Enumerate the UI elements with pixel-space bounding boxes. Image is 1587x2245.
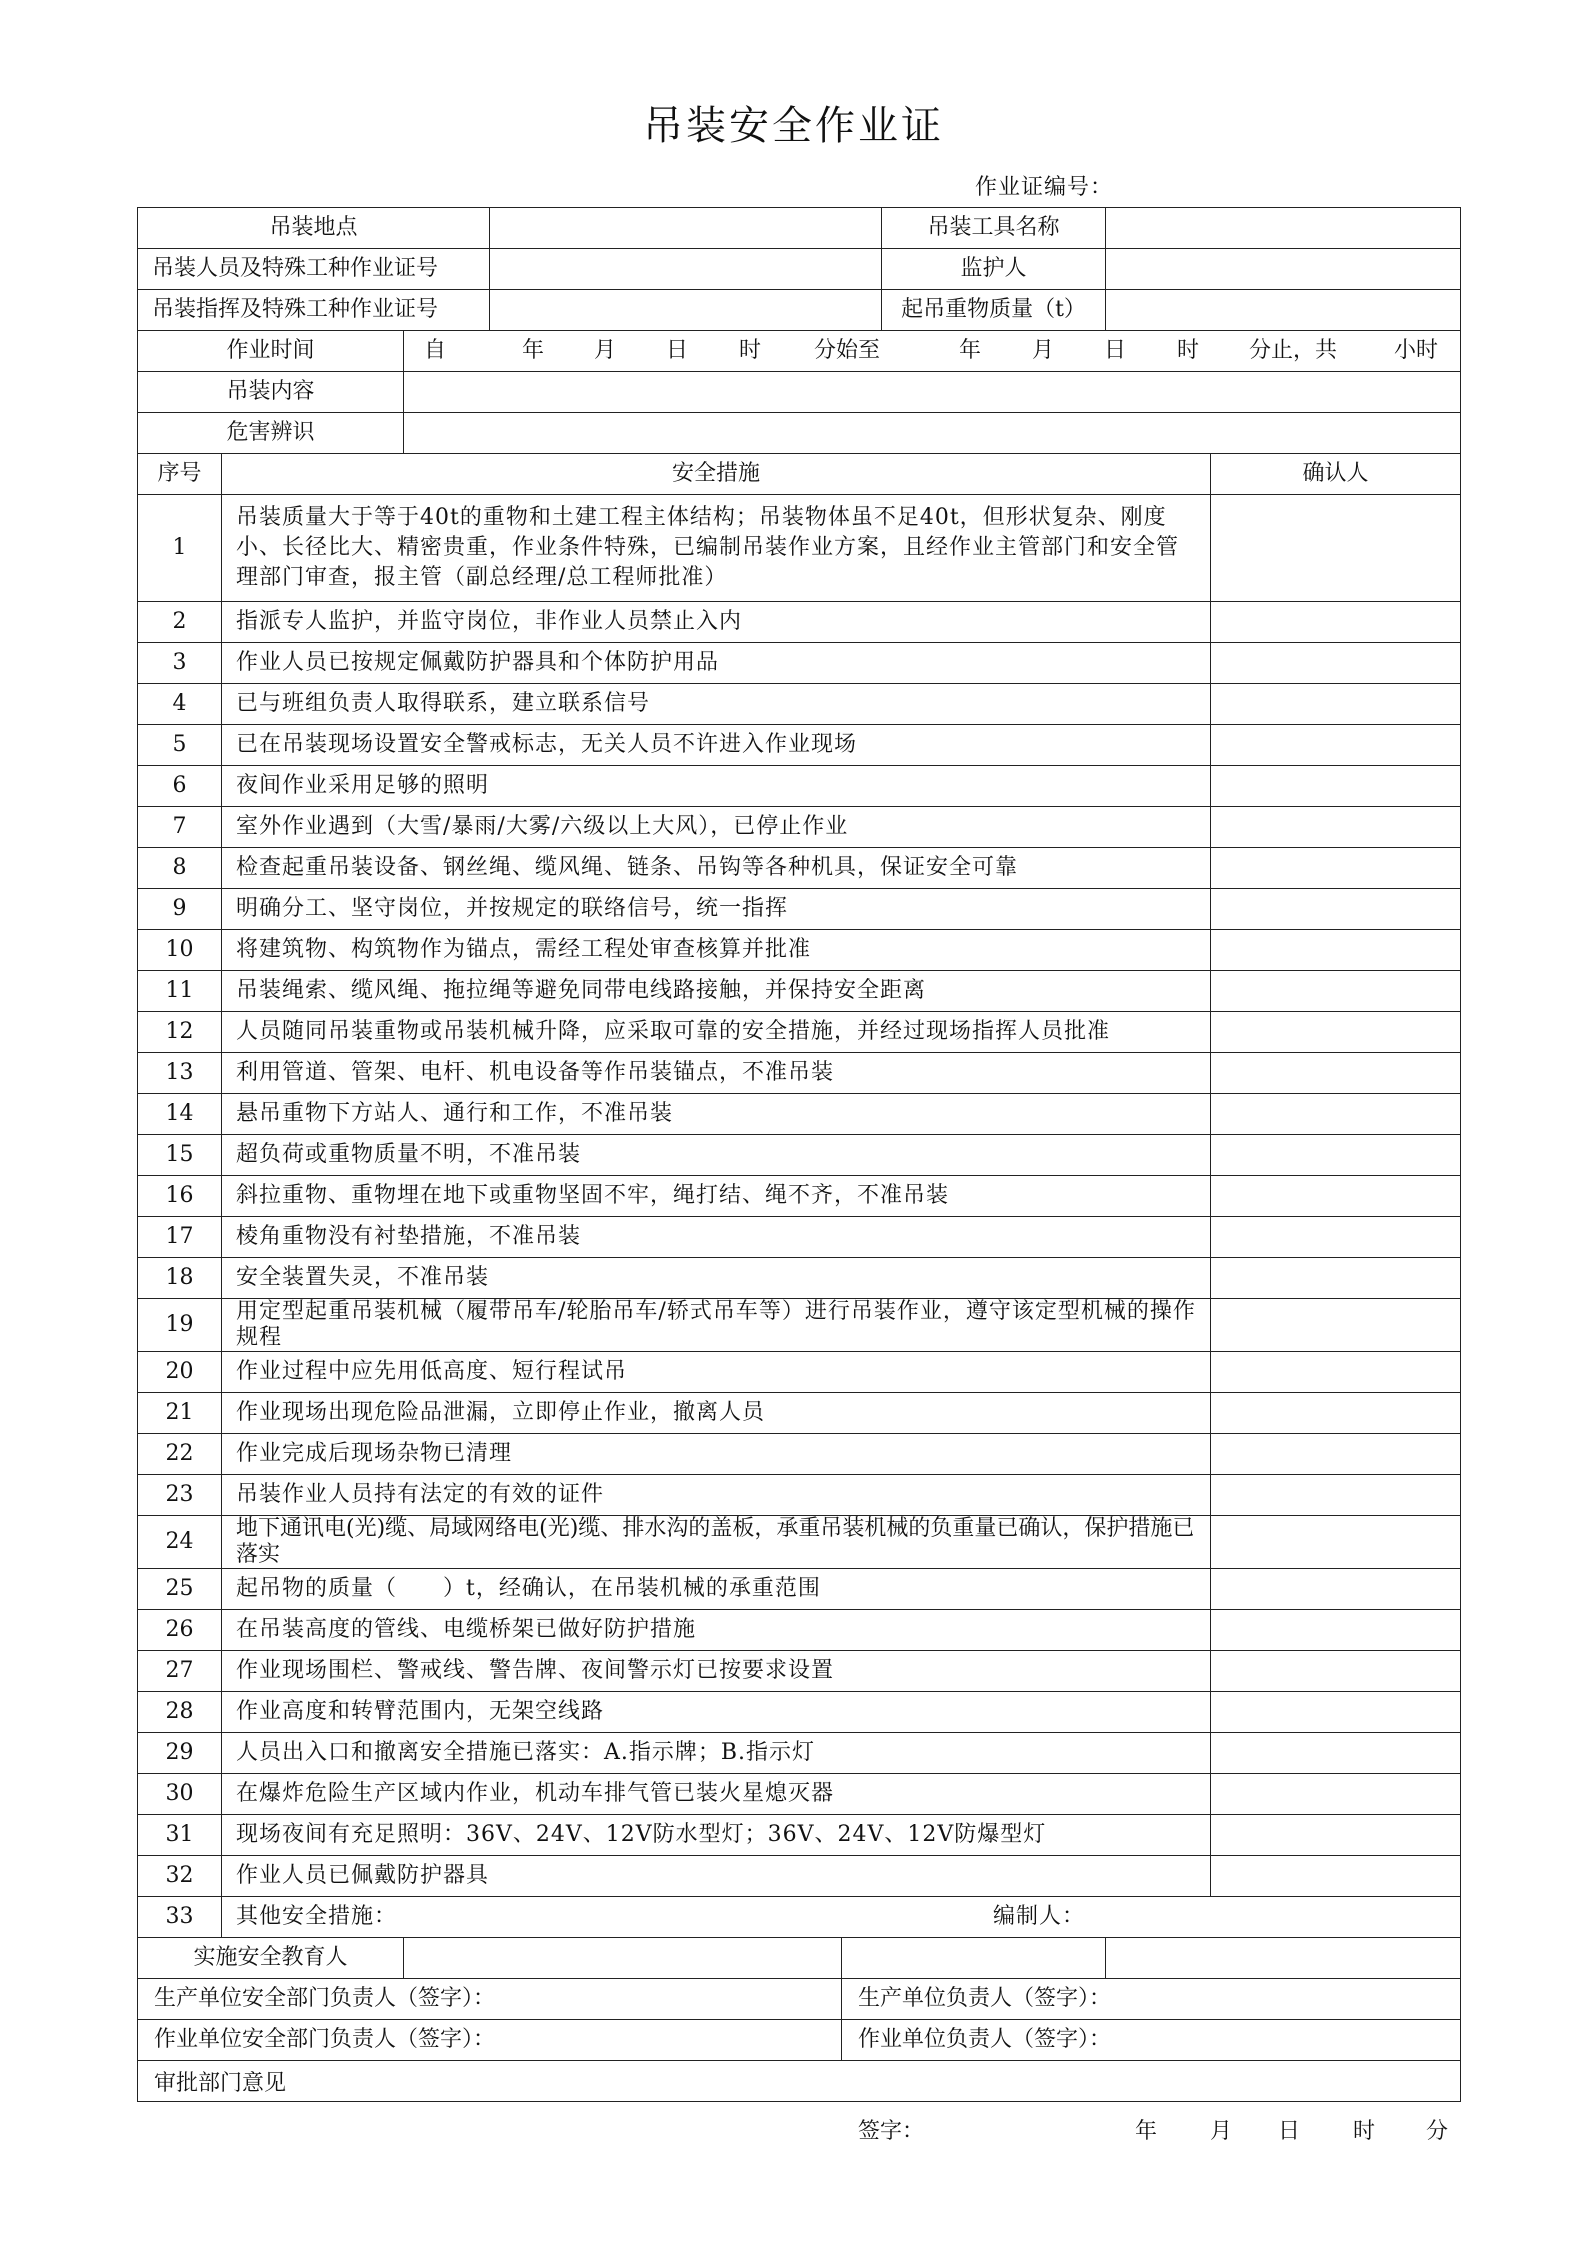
measure-row: [138, 1094, 1461, 1135]
measure-no: 11: [138, 971, 222, 1012]
measure-text: 作业完成后现场杂物已清理: [222, 1434, 1211, 1475]
measure-text: 作业高度和转臂范围内，无架空线路: [222, 1692, 1211, 1733]
measure-text: 吊装质量大于等于40t的重物和土建工程主体结构；吊装物体虽不足40t，但形状复杂、刚度小、长径比大、精密贵重，作业条件特殊，已编制吊装作业方案，且经作业主管部门和安全管理部门审查，报主管（副总经理/总工程师批准）: [222, 495, 1211, 602]
measure-no: 1: [138, 495, 222, 602]
confirm-field[interactable]: [1211, 725, 1461, 766]
education-field-2[interactable]: [842, 1938, 1106, 1979]
editor-label: 编制人：: [993, 1904, 1086, 1929]
personnel-label: 吊装人员及特殊工种作业证号: [138, 249, 490, 290]
measure-text: 作业人员已按规定佩戴防护器具和个体防护用品: [222, 643, 1211, 684]
hazard-label: 危害辨识: [138, 413, 404, 454]
measure-no: 17: [138, 1217, 222, 1258]
time-day-2: 日: [1104, 338, 1127, 363]
other-measures-row: [138, 1897, 1461, 1938]
measure-no: 30: [138, 1774, 222, 1815]
measure-row: [138, 889, 1461, 930]
confirm-field[interactable]: [1211, 1815, 1461, 1856]
measure-no: 16: [138, 1176, 222, 1217]
confirm-field[interactable]: [1211, 1733, 1461, 1774]
supervisor-label: 监护人: [882, 249, 1106, 290]
measure-row: [138, 848, 1461, 889]
confirm-field[interactable]: [1211, 889, 1461, 930]
measure-no: 27: [138, 1651, 222, 1692]
time-hour-1: 时: [739, 338, 762, 363]
measure-no: 21: [138, 1393, 222, 1434]
supervisor-field[interactable]: [1106, 249, 1461, 290]
other-measures-label: 其他安全措施：: [236, 1904, 398, 1929]
measure-text: 地下通讯电(光)缆、局域网络电(光)缆、排水沟的盖板，承重吊装机械的负重量已确认，保护措施已落实: [222, 1516, 1211, 1569]
prod-unit-signature[interactable]: 生产单位负责人（签字）：: [842, 1979, 1461, 2020]
measure-text: 人员随同吊装重物或吊装机械升降，应采取可靠的安全措施，并经过现场指挥人员批准: [222, 1012, 1211, 1053]
measure-no: 10: [138, 930, 222, 971]
measure-no: 5: [138, 725, 222, 766]
measure-no: 31: [138, 1815, 222, 1856]
confirm-field[interactable]: [1211, 684, 1461, 725]
measure-no: 22: [138, 1434, 222, 1475]
measure-no: 7: [138, 807, 222, 848]
measure-text: 吊装作业人员持有法定的有效的证件: [222, 1475, 1211, 1516]
measure-text: 已在吊装现场设置安全警戒标志，无关人员不许进入作业现场: [222, 725, 1211, 766]
time-end: 分止，共: [1249, 338, 1338, 363]
measure-row: [138, 1651, 1461, 1692]
measure-row: [138, 766, 1461, 807]
confirm-field[interactable]: [1211, 1299, 1461, 1352]
measure-no: 25: [138, 1569, 222, 1610]
measure-row: [138, 1692, 1461, 1733]
measure-row: [138, 643, 1461, 684]
measure-no: 28: [138, 1692, 222, 1733]
approval-hour: 时: [1353, 2119, 1376, 2144]
measure-row: [138, 1176, 1461, 1217]
measure-text: 指派专人监护，并监守岗位，非作业人员禁止入内: [222, 602, 1211, 643]
col-measure-header: 安全措施: [222, 454, 1211, 495]
confirm-field[interactable]: [1211, 643, 1461, 684]
work-time-field[interactable]: [404, 331, 1461, 372]
measure-no: 6: [138, 766, 222, 807]
confirm-field[interactable]: [1211, 1856, 1461, 1897]
confirm-field[interactable]: [1211, 1352, 1461, 1393]
confirm-field[interactable]: [1211, 1258, 1461, 1299]
measure-text: 现场夜间有充足照明：36V、24V、12V防水型灯；36V、24V、12V防爆型灯: [222, 1815, 1211, 1856]
confirm-field[interactable]: [1211, 971, 1461, 1012]
measure-no: 18: [138, 1258, 222, 1299]
permit-form: [137, 207, 1461, 2144]
personnel-field[interactable]: [490, 249, 882, 290]
confirm-field[interactable]: [1211, 1774, 1461, 1815]
confirm-field[interactable]: [1211, 495, 1461, 602]
measure-no: 19: [138, 1299, 222, 1352]
confirm-field[interactable]: [1211, 1692, 1461, 1733]
measure-row: [138, 1258, 1461, 1299]
tool-name-label: 吊装工具名称: [882, 208, 1106, 249]
confirm-field[interactable]: [1211, 1516, 1461, 1569]
measure-row: [138, 725, 1461, 766]
measure-row: [138, 971, 1461, 1012]
measure-row: [138, 807, 1461, 848]
measure-no: 4: [138, 684, 222, 725]
time-start: 分始至: [814, 338, 881, 363]
confirm-field[interactable]: [1211, 848, 1461, 889]
measure-row: [138, 1299, 1461, 1352]
measure-row: [138, 684, 1461, 725]
measure-text: 在爆炸危险生产区域内作业，机动车排气管已装火星熄灭器: [222, 1774, 1211, 1815]
confirm-field[interactable]: [1211, 1434, 1461, 1475]
time-year-2: 年: [959, 338, 982, 363]
measure-no: 32: [138, 1856, 222, 1897]
confirm-field[interactable]: [1211, 930, 1461, 971]
confirm-field[interactable]: [1211, 1651, 1461, 1692]
measure-no: 24: [138, 1516, 222, 1569]
approval-minute: 分: [1426, 2119, 1449, 2144]
measure-no: 13: [138, 1053, 222, 1094]
measure-text: 悬吊重物下方站人、通行和工作，不准吊装: [222, 1094, 1211, 1135]
measure-row: [138, 1516, 1461, 1569]
measure-no: 20: [138, 1352, 222, 1393]
measure-text: 夜间作业采用足够的照明: [222, 766, 1211, 807]
measure-row: [138, 1815, 1461, 1856]
measure-text: 在吊装高度的管线、电缆桥架已做好防护措施: [222, 1610, 1211, 1651]
measure-text: 室外作业遇到（大雪/暴雨/大雾/六级以上大风），已停止作业: [222, 807, 1211, 848]
confirm-field[interactable]: [1211, 1569, 1461, 1610]
confirm-field[interactable]: [1211, 1012, 1461, 1053]
approval-year: 年: [1135, 2119, 1158, 2144]
approval-month: 月: [1210, 2119, 1233, 2144]
weight-label: 起吊重物质量（t）: [882, 290, 1106, 331]
commander-field[interactable]: [490, 290, 882, 331]
measure-row: [138, 1610, 1461, 1651]
measure-text: 超负荷或重物质量不明，不准吊装: [222, 1135, 1211, 1176]
measure-text: 已与班组负责人取得联系，建立联系信号: [222, 684, 1211, 725]
confirm-field[interactable]: [1211, 807, 1461, 848]
measure-row: [138, 1352, 1461, 1393]
commander-label: 吊装指挥及特殊工种作业证号: [138, 290, 490, 331]
weight-field[interactable]: [1106, 290, 1461, 331]
confirm-field[interactable]: [1211, 1094, 1461, 1135]
time-month-2: 月: [1032, 338, 1055, 363]
measure-row: [138, 1135, 1461, 1176]
measure-row: [138, 1856, 1461, 1897]
work-unit-signature[interactable]: 作业单位负责人（签字）：: [842, 2020, 1461, 2061]
education-field-3[interactable]: [1106, 1938, 1461, 1979]
measure-row: [138, 602, 1461, 643]
location-label: 吊装地点: [138, 208, 490, 249]
time-month-1: 月: [594, 338, 617, 363]
content-field[interactable]: [404, 372, 1461, 413]
measure-no: 8: [138, 848, 222, 889]
measure-row: [138, 930, 1461, 971]
measure-text: 将建筑物、构筑物作为锚点，需经工程处审查核算并批准: [222, 930, 1211, 971]
work-safety-dept-signature[interactable]: 作业单位安全部门负责人（签字）：: [138, 2020, 842, 2061]
measure-row: [138, 495, 1461, 602]
education-label: 实施安全教育人: [138, 1938, 404, 1979]
measure-no: 12: [138, 1012, 222, 1053]
measure-row: [138, 1053, 1461, 1094]
location-field[interactable]: [490, 208, 882, 249]
other-measures-field[interactable]: [222, 1897, 1461, 1938]
confirm-field[interactable]: [1211, 1475, 1461, 1516]
measure-no: 9: [138, 889, 222, 930]
measure-no: 23: [138, 1475, 222, 1516]
measure-row: [138, 1217, 1461, 1258]
measure-text: 作业过程中应先用低高度、短行程试吊: [222, 1352, 1211, 1393]
content-label: 吊装内容: [138, 372, 404, 413]
confirm-field[interactable]: [1211, 1610, 1461, 1651]
page-title: 吊装安全作业证: [643, 103, 944, 149]
measure-no: 15: [138, 1135, 222, 1176]
prod-safety-dept-signature[interactable]: 生产单位安全部门负责人（签字）：: [138, 1979, 842, 2020]
measure-text: 作业现场围栏、警戒线、警告牌、夜间警示灯已按要求设置: [222, 1651, 1211, 1692]
measure-row: [138, 1434, 1461, 1475]
measure-no: 29: [138, 1733, 222, 1774]
education-field-1[interactable]: [404, 1938, 842, 1979]
tool-name-field[interactable]: [1106, 208, 1461, 249]
measure-row: [138, 1393, 1461, 1434]
measure-text: 起吊物的质量（ ）t，经确认，在吊装机械的承重范围: [222, 1569, 1211, 1610]
measure-text: 作业人员已佩戴防护器具: [222, 1856, 1211, 1897]
hazard-field[interactable]: [404, 413, 1461, 454]
confirm-field[interactable]: [1211, 1053, 1461, 1094]
measure-text: 利用管道、管架、电杆、机电设备等作吊装锚点，不准吊装: [222, 1053, 1211, 1094]
measure-text: 安全装置失灵，不准吊装: [222, 1258, 1211, 1299]
measure-row: [138, 1012, 1461, 1053]
approval-label: 审批部门意见: [154, 2071, 287, 2096]
time-hours: 小时: [1394, 338, 1439, 363]
measure-text: 人员出入口和撤离安全措施已落实：A.指示牌；B.指示灯: [222, 1733, 1211, 1774]
measure-no: 26: [138, 1610, 222, 1651]
measure-text: 检查起重吊装设备、钢丝绳、缆风绳、链条、吊钩等各种机具，保证安全可靠: [222, 848, 1211, 889]
measure-no: 14: [138, 1094, 222, 1135]
confirm-field[interactable]: [1211, 1217, 1461, 1258]
time-hour-2: 时: [1177, 338, 1200, 363]
measure-text: 用定型起重吊装机械（履带吊车/轮胎吊车/轿式吊车等）进行吊装作业，遵守该定型机械的操作规程: [222, 1299, 1211, 1352]
measure-row: [138, 1569, 1461, 1610]
col-confirm-header: 确认人: [1211, 454, 1461, 495]
col-no-header: 序号: [138, 454, 222, 495]
measure-no: 33: [138, 1897, 222, 1938]
approval-day: 日: [1278, 2119, 1301, 2144]
measure-text: 斜拉重物、重物埋在地下或重物坚固不牢，绳打结、绳不齐，不准吊装: [222, 1176, 1211, 1217]
cert-number-label: 作业证编号：: [975, 175, 1114, 200]
work-time-label: 作业时间: [138, 331, 404, 372]
confirm-field[interactable]: [1211, 1135, 1461, 1176]
measure-row: [138, 1774, 1461, 1815]
measure-row: [138, 1475, 1461, 1516]
measure-text: 明确分工、坚守岗位，并按规定的联络信号，统一指挥: [222, 889, 1211, 930]
measure-text: 吊装绳索、缆风绳、拖拉绳等避免同带电线路接触，并保持安全距离: [222, 971, 1211, 1012]
measure-text: 作业现场出现危险品泄漏，立即停止作业，撤离人员: [222, 1393, 1211, 1434]
measure-text: 棱角重物没有衬垫措施，不准吊装: [222, 1217, 1211, 1258]
measure-no: 2: [138, 602, 222, 643]
confirm-field[interactable]: [1211, 1176, 1461, 1217]
time-day-1: 日: [666, 338, 689, 363]
approval-field[interactable]: [138, 2061, 1461, 2144]
confirm-field[interactable]: [1211, 602, 1461, 643]
time-year-1: 年: [522, 338, 545, 363]
confirm-field[interactable]: [1211, 766, 1461, 807]
approval-sign-label: 签字：: [858, 2119, 925, 2144]
measure-no: 3: [138, 643, 222, 684]
measure-row: [138, 1733, 1461, 1774]
confirm-field[interactable]: [1211, 1393, 1461, 1434]
time-from: 自: [424, 338, 447, 363]
